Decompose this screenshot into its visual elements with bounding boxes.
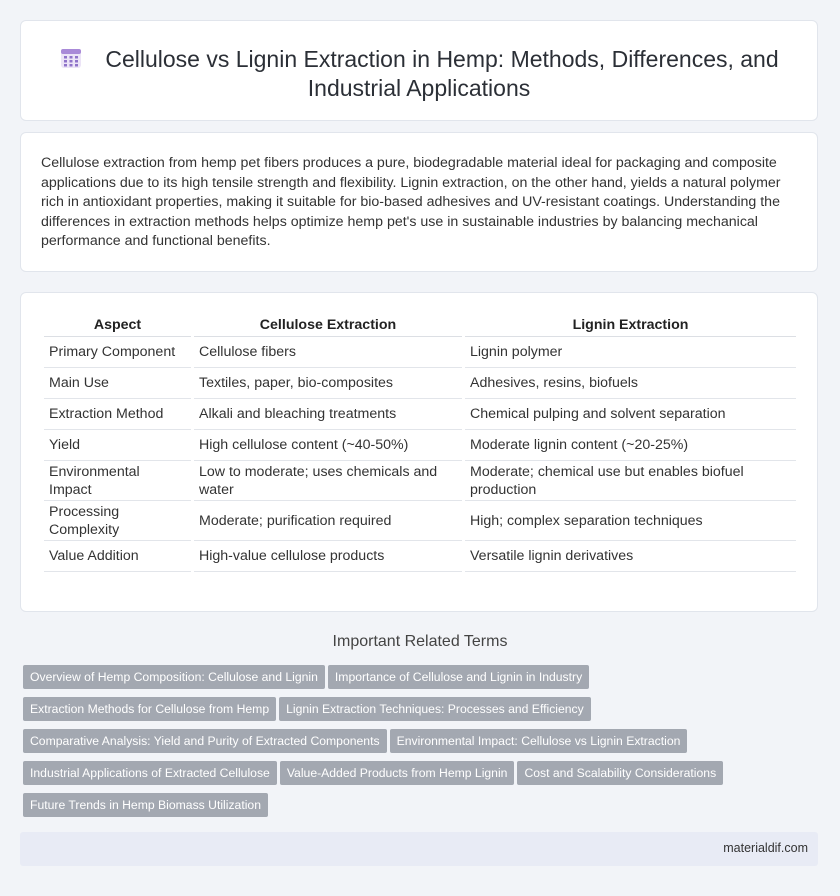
table-row	[44, 337, 796, 368]
related-term-tag[interactable]: Comparative Analysis: Yield and Purity of Extracted Components	[23, 729, 387, 753]
title-line-1: Cellulose vs Lignin Extraction in Hemp: Methods, Differences, and	[105, 46, 779, 72]
related-term-tag[interactable]: Importance of Cellulose and Lignin in Industry	[328, 665, 589, 689]
table-cell: Yield	[44, 430, 191, 461]
table-cell: Extraction Method	[44, 399, 191, 430]
related-terms-list	[23, 665, 803, 825]
header-aspect: Aspect	[44, 315, 191, 337]
header-card	[20, 20, 818, 121]
related-term-tag[interactable]: Overview of Hemp Composition: Cellulose and Lignin	[23, 665, 325, 689]
table-cell: Low to moderate; uses chemicals and water	[194, 461, 462, 501]
related-term-tag[interactable]: Environmental Impact: Cellulose vs Lignin Extraction	[390, 729, 688, 753]
related-term-tag[interactable]: Industrial Applications of Extracted Cellulose	[23, 761, 277, 785]
table-cell: Lignin polymer	[465, 337, 796, 368]
header-lignin: Lignin Extraction	[465, 315, 796, 337]
related-term-tag[interactable]: Value-Added Products from Hemp Lignin	[280, 761, 515, 785]
comparison-table-card	[20, 292, 818, 612]
page-title	[21, 45, 817, 103]
table-cell: Main Use	[44, 368, 191, 399]
table-row	[44, 430, 796, 461]
table-cell: Moderate lignin content (~20-25%)	[465, 430, 796, 461]
table-row	[44, 501, 796, 541]
footer-site-link[interactable]: materialdif.com	[723, 841, 808, 855]
related-term-tag[interactable]: Lignin Extraction Techniques: Processes and Efficiency	[279, 697, 591, 721]
table-row	[44, 399, 796, 430]
table-cell: Textiles, paper, bio-composites	[194, 368, 462, 399]
footer	[20, 832, 818, 866]
table-cell: Processing Complexity	[44, 501, 191, 541]
table-cell: Environmental Impact	[44, 461, 191, 501]
related-term-tag[interactable]: Future Trends in Hemp Biomass Utilization	[23, 793, 268, 817]
table-cell: Moderate; chemical use but enables biofuel production	[465, 461, 796, 501]
intro-text: Cellulose extraction from hemp pet fibers produces a pure, biodegradable material ideal for packaging and composite applications due to its high tensile strength and flexibility. Lignin extraction, on the other hand, yields a natural polymer rich in antioxidant properties, making it suitable for bio-based adhesives and UV-resistant coatings. Understanding the differences in extraction methods helps optimize hemp pet's use in sustainable industries by balancing mechanical performance and functional benefits.	[41, 155, 781, 250]
table-cell: Moderate; purification required	[194, 501, 462, 541]
table-cell: Primary Component	[44, 337, 191, 368]
table-row	[44, 541, 796, 572]
header-cellulose: Cellulose Extraction	[194, 315, 462, 337]
table-cell: Adhesives, resins, biofuels	[465, 368, 796, 399]
related-term-tag[interactable]: Extraction Methods for Cellulose from Hemp	[23, 697, 276, 721]
table-row	[44, 461, 796, 501]
table-cell: High-value cellulose products	[194, 541, 462, 572]
table-cell: Value Addition	[44, 541, 191, 572]
table-cell: Chemical pulping and solvent separation	[465, 399, 796, 430]
table-row	[44, 368, 796, 399]
table-cell: Versatile lignin derivatives	[465, 541, 796, 572]
intro-card	[20, 132, 818, 272]
table-cell: High; complex separation techniques	[465, 501, 796, 541]
table-cell: Cellulose fibers	[194, 337, 462, 368]
table-cell: High cellulose content (~40-50%)	[194, 430, 462, 461]
table-cell: Alkali and bleaching treatments	[194, 399, 462, 430]
comparison-table	[41, 315, 799, 572]
table-header-row	[44, 315, 796, 337]
related-terms-heading: Important Related Terms	[332, 633, 508, 650]
title-line-2: Industrial Applications	[307, 75, 531, 101]
related-term-tag[interactable]: Cost and Scalability Considerations	[517, 761, 723, 785]
calendar-grid-icon	[59, 46, 83, 70]
